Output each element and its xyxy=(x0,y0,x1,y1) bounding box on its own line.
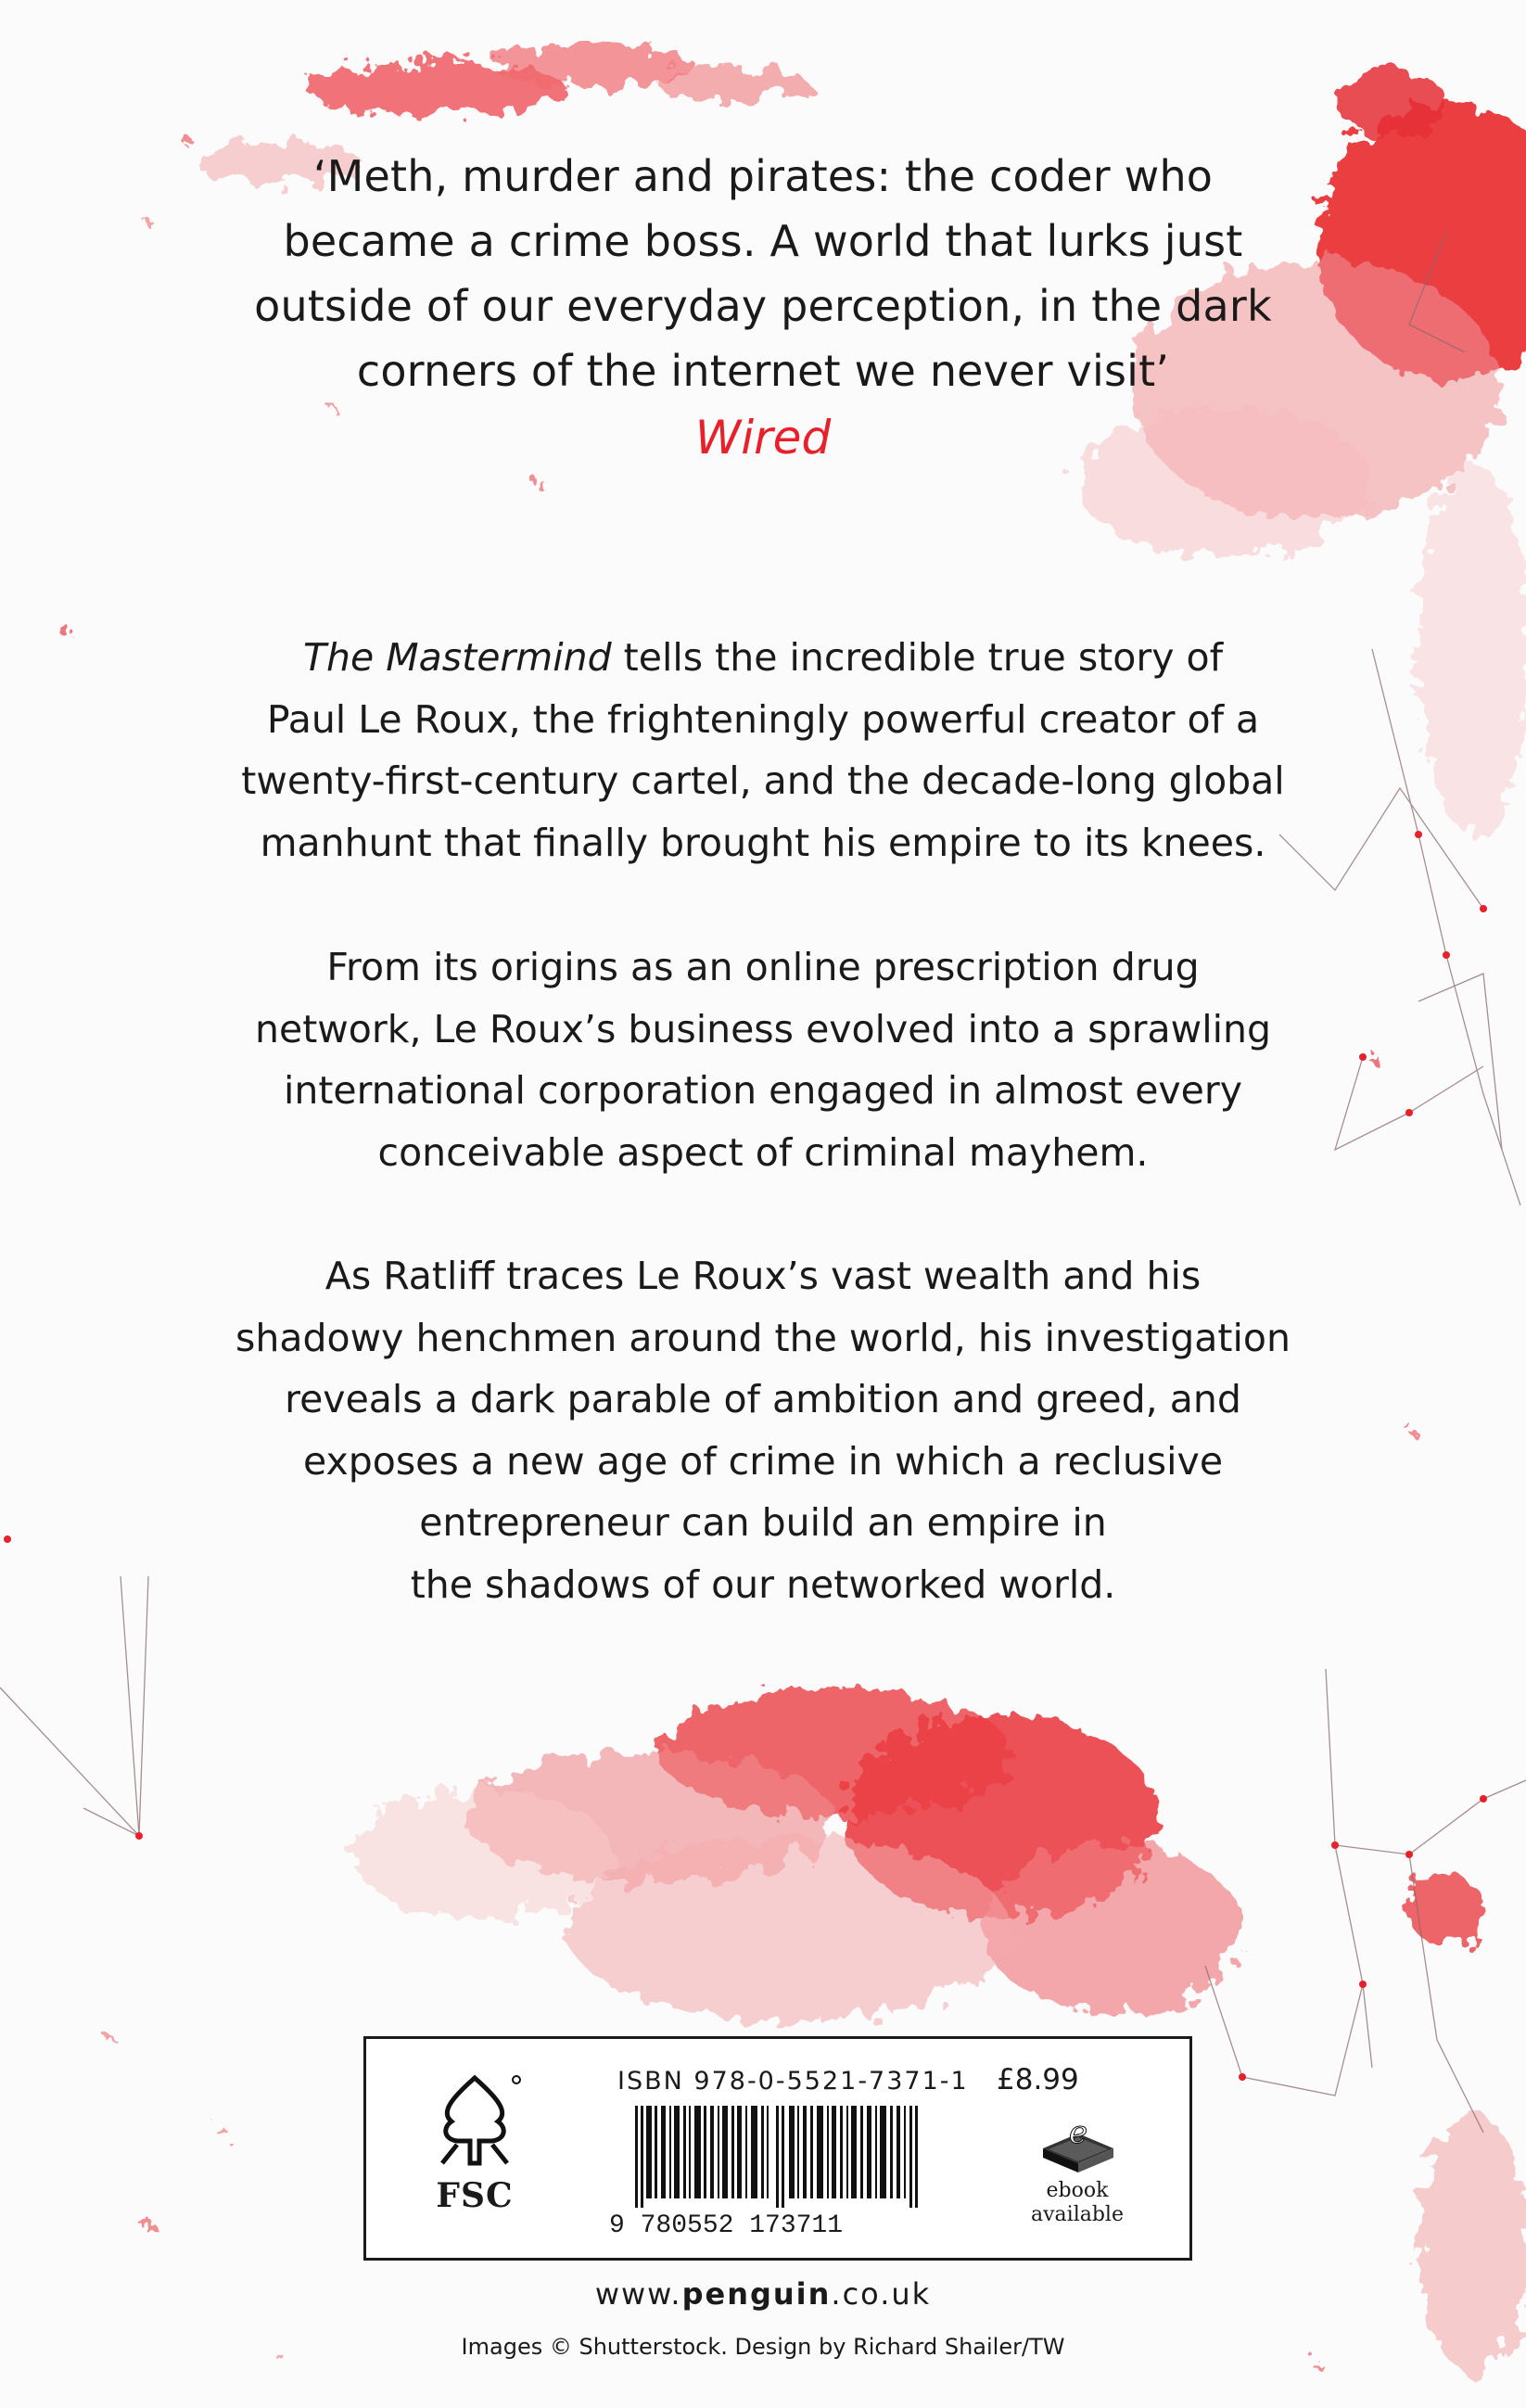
isbn-number: ISBN 978-0-5521-7371-1 xyxy=(617,2067,969,2096)
blurb-line: the shadows of our networked world. xyxy=(410,1561,1116,1607)
ebook-badge xyxy=(1017,2111,1138,2226)
ebook-line-2: available xyxy=(1031,2203,1124,2226)
blurb-line: From its origins as an online prescription drug xyxy=(326,945,1200,989)
quote-line: ‘Meth, murder and pirates: the coder who xyxy=(312,151,1214,201)
blurb-paragraph-3 xyxy=(167,1245,1359,1615)
review-quote xyxy=(185,144,1341,470)
quote-line: became a crime boss. A world that lurks just xyxy=(283,216,1243,266)
barcode-panel xyxy=(363,2036,1192,2261)
blurb-line: manhunt that finally brought his empire to its knees. xyxy=(260,820,1266,865)
website-prefix: www. xyxy=(594,2276,682,2312)
barcode-digits: 9 780552 173711 xyxy=(609,2211,844,2240)
quote-line: outside of our everyday perception, in the dark xyxy=(254,281,1272,331)
blurb-line: entrepreneur can build an empire in xyxy=(419,1500,1107,1545)
website-suffix: .co.uk xyxy=(831,2276,932,2312)
blurb-line: reveals a dark parable of ambition and greed, and xyxy=(285,1377,1241,1421)
fsc-tree-icon xyxy=(424,2070,526,2172)
blurb-line xyxy=(167,627,1359,689)
blurb-line: exposes a new age of crime in which a reclusive xyxy=(302,1438,1224,1484)
blurb-line: conceivable aspect of criminal mayhem. xyxy=(377,1129,1149,1175)
blurb-line: network, Le Roux’s business evolved into a sprawling xyxy=(254,1006,1271,1051)
publisher-website[interactable] xyxy=(0,2276,1526,2312)
ebook-icon xyxy=(1036,2111,1119,2178)
blurb-line: shadowy henchmen around the world, his investigation xyxy=(235,1315,1291,1360)
blurb-line-rest: tells the incredible true story of xyxy=(611,635,1224,680)
ebook-line-1: ebook xyxy=(1046,2179,1109,2202)
book-title: The Mastermind xyxy=(302,635,612,680)
svg-text:e: e xyxy=(1069,2114,1088,2151)
blurb-line: Paul Le Roux, the frighteningly powerful creator of a xyxy=(266,696,1260,742)
quote-line: corners of the internet we never visit’ xyxy=(356,346,1170,396)
quote-source: Wired xyxy=(694,411,832,465)
fsc-label: FSC xyxy=(436,2176,514,2215)
barcode-graphic xyxy=(635,2106,932,2208)
fsc-logo xyxy=(414,2070,535,2215)
blurb-paragraph-1 xyxy=(167,627,1359,873)
blurb-paragraph-2 xyxy=(167,936,1359,1183)
website-brand: penguin xyxy=(681,2276,832,2312)
price-label: £8.99 xyxy=(997,2063,1079,2096)
blurb-line: international corporation engaged in almost every xyxy=(283,1068,1243,1113)
blurb-line: As Ratliff traces Le Roux’s vast wealth and his xyxy=(324,1254,1202,1298)
blurb-line: twenty-first-century cartel, and the decade-long global xyxy=(241,758,1285,803)
image-credits: Images © Shutterstock. Design by Richard Shailer/TW xyxy=(461,2334,1065,2360)
